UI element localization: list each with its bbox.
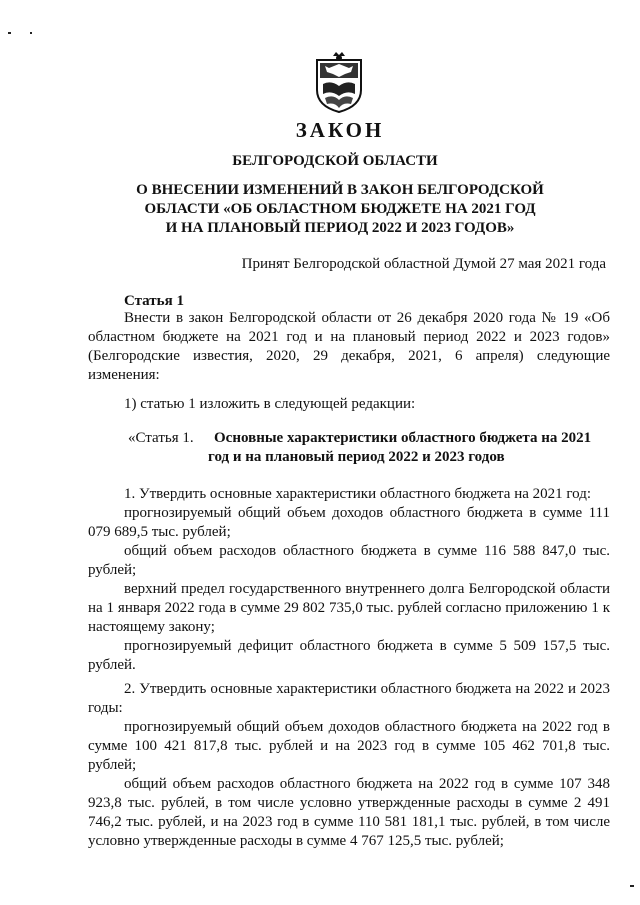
article-1-heading: Статья 1 — [124, 293, 184, 309]
p1-item-revenue: прогнозируемый общий объем доходов областного бюджета в сумме 111 079 689,5 тыс. рублей; — [88, 505, 610, 540]
document-region: БЕЛГОРОДСКОЙ ОБЛАСТИ — [232, 153, 438, 169]
p1-item-deficit: прогнозируемый дефицит областного бюджета в сумме 5 509 157,5 тыс. рублей. — [88, 638, 610, 673]
p2-item-expenditure: общий объем расходов областного бюджета на 2022 год в сумме 107 348 923,8 тыс. рублей, в том числе условно утвержденные расходы в сумме 2 491 746,2 тыс. рублей, и на 2023 год в сумме 110 581 181,1 тыс. рублей, в том числе условно утвержденные расходы в сумме 4 767 125,5 тыс. рублей; — [88, 776, 610, 849]
paragraph-1: 1. Утвердить основные характеристики областного бюджета на 2021 год: — [124, 486, 592, 502]
p1-item-expenditure: общий объем расходов областного бюджета в сумме 116 588 847,0 тыс. рублей; — [88, 543, 610, 578]
paragraph-2: 2. Утвердить основные характеристики областного бюджета на 2022 и 2023 годы: — [88, 681, 610, 716]
quoted-article-label: «Статья 1. — [128, 430, 194, 446]
scan-mark — [630, 885, 634, 887]
quoted-article-title-line2: год и на плановый период 2022 и 2023 годов — [208, 449, 505, 465]
scan-mark — [30, 32, 32, 34]
document-subtitle — [100, 181, 580, 238]
subtitle-line: И НА ПЛАНОВЫЙ ПЕРИОД 2022 И 2023 ГОДОВ» — [165, 220, 515, 236]
p2-item-revenue: прогнозируемый общий объем доходов областного бюджета на 2022 год в сумме 100 421 817,8 тыс. рублей и на 2023 год в сумме 105 462 701,8 тыс. рублей; — [88, 719, 610, 773]
subtitle-line: О ВНЕСЕНИИ ИЗМЕНЕНИЙ В ЗАКОН БЕЛГОРОДСКОЙ — [136, 182, 544, 198]
quoted-article-title-line1: Основные характеристики областного бюджета на 2021 — [214, 430, 592, 446]
subtitle-line: ОБЛАСТИ «ОБ ОБЛАСТНОМ БЮДЖЕТЕ НА 2021 ГОД — [144, 201, 536, 217]
coat-of-arms-emblem — [313, 50, 365, 114]
scan-mark — [8, 32, 11, 34]
amendment-item-1: 1) статью 1 изложить в следующей редакции: — [124, 396, 416, 412]
p1-item-debt-limit: верхний предел государственного внутреннего долга Белгородской области на 1 января 2022 года в сумме 29 802 735,0 тыс. рублей согласно приложению 1 к настоящему закону; — [88, 581, 610, 635]
quoted-article-heading — [128, 429, 610, 467]
intro-paragraph: Внести в закон Белгородской области от 26 декабря 2020 года № 19 «Об областном бюджете на 2021 год и на плановый период 2022 и 2023 годов» (Белгородские известия, 2020, 29 декабря, 2021, 6 апреля) следующие изменения: — [88, 310, 610, 383]
document-title: ЗАКОН — [295, 118, 385, 142]
adoption-note: Принят Белгородской областной Думой 27 мая 2021 года — [241, 256, 606, 272]
